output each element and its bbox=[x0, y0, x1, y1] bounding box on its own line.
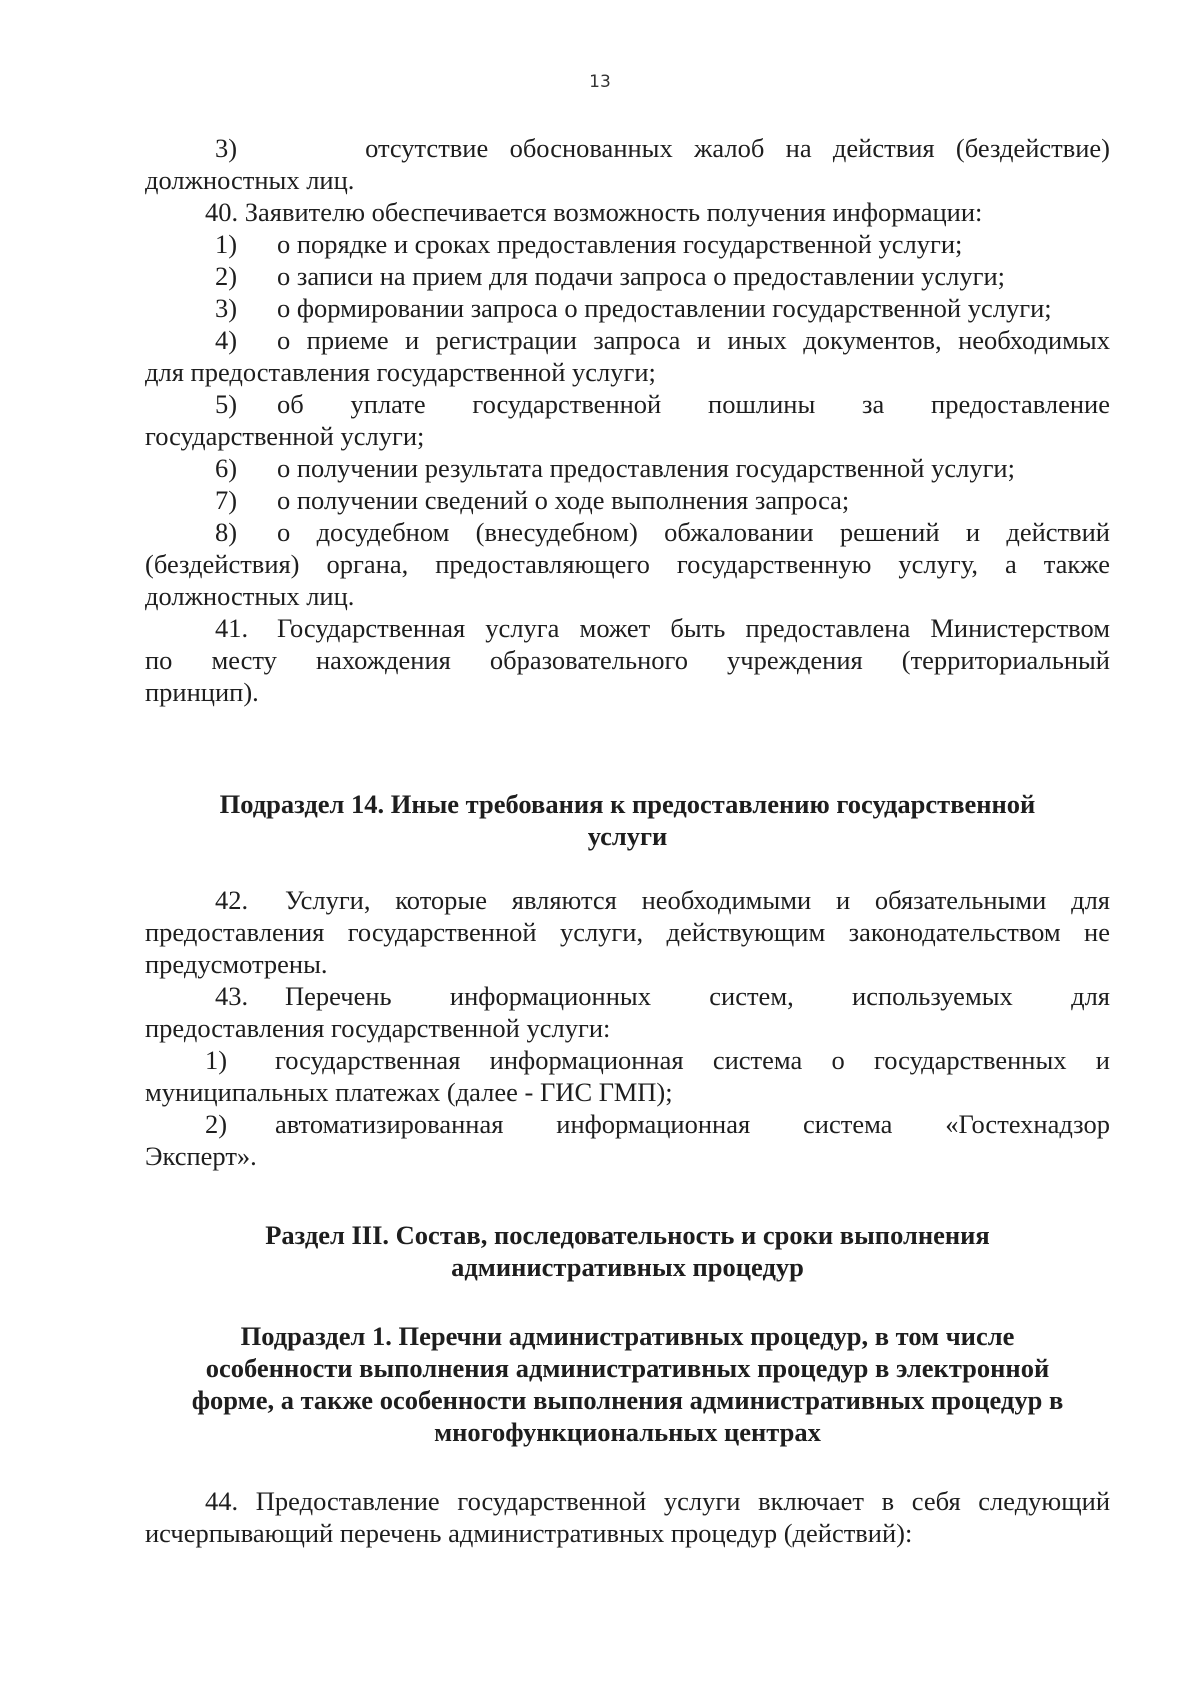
list-item: 5) об уплате государственной пошлины за предоставление bbox=[215, 389, 1110, 419]
list-item: 2) автоматизированная информационная система «Гостехнадзор bbox=[205, 1109, 1110, 1139]
list-item: 6) о получении результата предоставления государственной услуги; bbox=[215, 453, 1015, 483]
item-3-line: 3) отсутствие обоснованных жалоб на действия (бездействие) bbox=[215, 133, 1110, 163]
paragraph-42: 42. Услуги, которые являются необходимыми и обязательными для bbox=[215, 885, 1110, 915]
list-item-continuation: муниципальных платежах (далее - ГИС ГМП); bbox=[145, 1077, 673, 1107]
paragraph-44-continuation: исчерпывающий перечень административных процедур (действий): bbox=[145, 1518, 913, 1548]
list-block bbox=[145, 132, 1110, 708]
list-item-continuation: для предоставления государственной услуги; bbox=[145, 357, 656, 387]
paragraph-42-continuation: предусмотрены. bbox=[145, 949, 328, 979]
list-item: 3) о формировании запроса о предоставлении государственной услуги; bbox=[215, 293, 1052, 323]
subsection-1-heading: Подраздел 1. Перечни административных процедур, в том числе особенности выполнения административных процедур в электронной форме, а также особенности выполнения административных процедур в многофункциональных центрах bbox=[191, 1321, 1064, 1447]
list-item-continuation: Эксперт». bbox=[145, 1141, 257, 1171]
paragraph-43-continuation: предоставления государственной услуги: bbox=[145, 1013, 611, 1043]
paragraph-43: 43. Перечень информационных систем, используемых для bbox=[215, 981, 1110, 1011]
paragraph-44: 44. Предоставление государственной услуги включает в себя следующий bbox=[205, 1486, 1110, 1516]
list-item-continuation: должностных лиц. bbox=[145, 581, 355, 611]
section-3-heading: Раздел III. Состав, последовательность и сроки выполнения административных процедур bbox=[265, 1220, 990, 1282]
list-item: 2) о записи на прием для подачи запроса о предоставлении услуги; bbox=[215, 261, 1005, 291]
list-item: 4) о приеме и регистрации запроса и иных документов, необходимых bbox=[215, 325, 1110, 355]
page-number: 13 bbox=[589, 72, 611, 92]
paragraph-41: 41. Государственная услуга может быть предоставлена Министерством bbox=[215, 613, 1110, 643]
paragraph-40: 40. Заявителю обеспечивается возможность получения информации: bbox=[205, 197, 983, 227]
list-item: 8) о досудебном (внесудебном) обжаловании решений и действий bbox=[215, 517, 1110, 547]
section-block-3 bbox=[145, 1485, 1110, 1549]
section-block-2 bbox=[145, 884, 1110, 1172]
paragraph-42-continuation: предоставления государственной услуги, действующим законодательством не bbox=[145, 917, 1110, 947]
list-item: 1) государственная информационная система о государственных и bbox=[205, 1045, 1110, 1075]
list-item-continuation: (бездействия) органа, предоставляющего государственную услугу, а также bbox=[145, 549, 1110, 579]
list-item: 1) о порядке и сроках предоставления государственной услуги; bbox=[215, 229, 963, 259]
item-3-continuation: должностных лиц. bbox=[145, 165, 355, 195]
paragraph-41-continuation: по месту нахождения образовательного учреждения (территориальный bbox=[145, 645, 1110, 675]
paragraph-41-continuation: принцип). bbox=[145, 677, 259, 707]
list-item-continuation: государственной услуги; bbox=[145, 421, 425, 451]
subsection-14-heading: Подраздел 14. Иные требования к предоставлению государственной услуги bbox=[219, 789, 1036, 851]
list-item: 7) о получении сведений о ходе выполнения запроса; bbox=[215, 485, 850, 515]
